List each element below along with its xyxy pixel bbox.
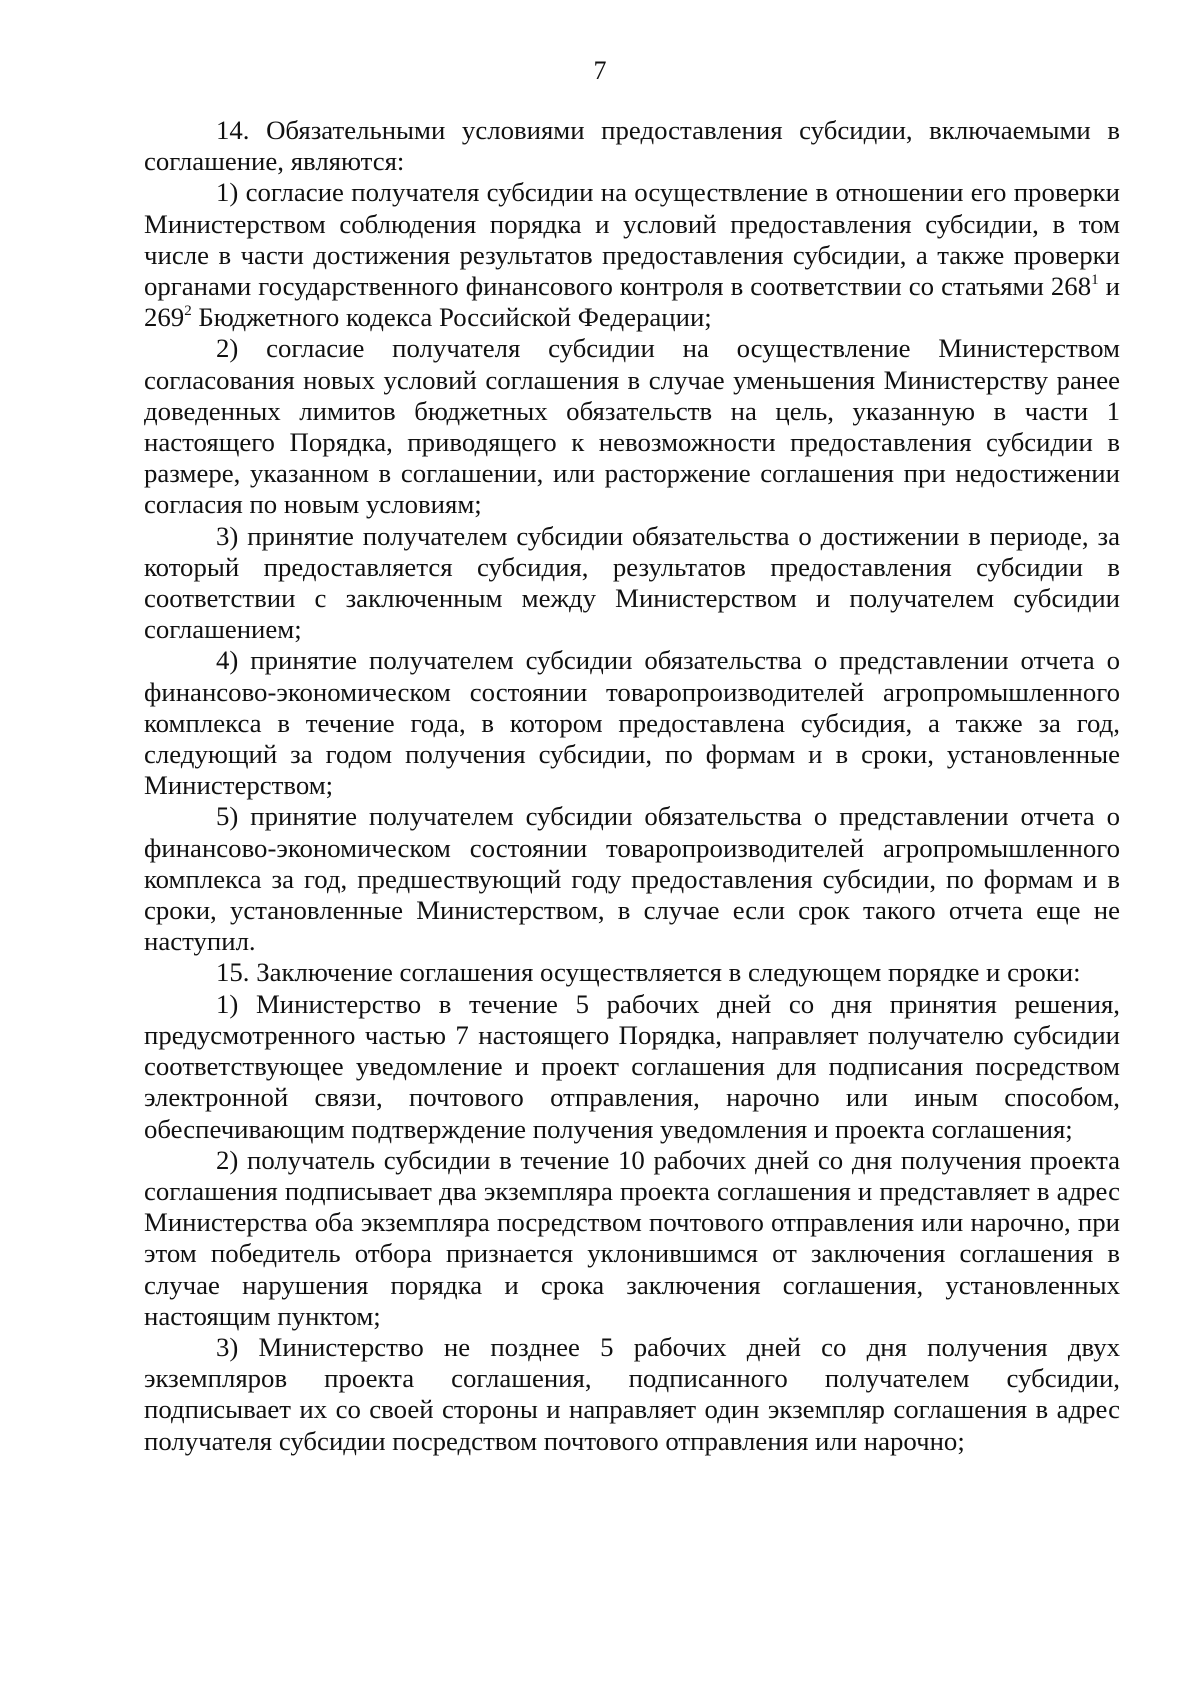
paragraph-14-item-1 xyxy=(144,177,1120,333)
paragraph-text: Бюджетного кодекса Российской Федерации; xyxy=(191,302,712,333)
paragraph-14-item-4: 4) принятие получателем субсидии обязательства о представлении отчета о финансово-экономическом состоянии товаропроизводителей агропромышленного комплекса в течение года, в котором предоставлена субсидия, а также за год, следующий за годом получения субсидии, по формам и в сроки, установленные Министерством; xyxy=(144,645,1120,801)
article-reference-268-1 xyxy=(1051,271,1099,301)
paragraph-14-item-2: 2) согласие получателя субсидии на осуществление Министерством согласования новых условий соглашения в случае уменьшения Министерству ранее доведенных лимитов бюджетных обязательств на цель, указанную в части 1 настоящего Порядка, приводящего к невозможности предоставления субсидии в размере, указанном в соглашении, или расторжение соглашения при недостижении согласия по новым условиям; xyxy=(144,333,1120,520)
paragraph-15-item-3: 3) Министерство не позднее 5 рабочих дней со дня получения двух экземпляров проекта соглашения, подписанного получателем субсидии, подписывает их со своей стороны и направляет один экземпляр соглашения в адрес получателя субсидии посредством почтового отправления или нарочно; xyxy=(144,1331,1120,1456)
article-superscript: 1 xyxy=(1091,272,1099,289)
article-superscript: 2 xyxy=(184,303,192,320)
paragraph-text: 1) согласие получателя субсидии на осуществление в отношении его проверки Министерством соблюдения порядка и условий предоставления субсидии, в том числе в части достижения результатов предоставления субсидии, а также проверки органами государственного финансового контроля в соответствии со статьями xyxy=(144,177,1120,302)
article-number: 269 xyxy=(144,302,185,333)
article-reference-269-2 xyxy=(144,302,192,332)
paragraph-text: и xyxy=(1098,271,1120,302)
document-body xyxy=(144,115,1120,1457)
paragraph-14-item-5: 5) принятие получателем субсидии обязательства о представлении отчета о финансово-экономическом состоянии товаропроизводителей агропромышленного комплекса за год, предшествующий году предоставления субсидии, по формам и в сроки, установленные Министерством, в случае если срок такого отчета еще не наступил. xyxy=(144,801,1120,957)
paragraph-14-item-3: 3) принятие получателем субсидии обязательства о достижении в периоде, за который предоставляется субсидия, результатов предоставления субсидии в соответствии с заключенным между Министерством и получателем субсидии соглашением; xyxy=(144,520,1120,645)
paragraph-15-item-2: 2) получатель субсидии в течение 10 рабочих дней со дня получения проекта соглашения подписывает два экземпляра проекта соглашения и представляет в адрес Министерства оба экземпляра посредством почтового отправления или нарочно, при этом победитель отбора признается уклонившимся от заключения соглашения в случае нарушения порядка и срока заключения соглашения, установленных настоящим пунктом; xyxy=(144,1144,1120,1331)
paragraph-15-intro: 15. Заключение соглашения осуществляется в следующем порядке и сроки: xyxy=(216,957,1081,988)
page-number: 7 xyxy=(593,56,607,85)
paragraph-14-intro: 14. Обязательными условиями предоставления субсидии, включаемыми в соглашение, являются: xyxy=(144,115,1120,177)
article-number: 268 xyxy=(1050,271,1092,302)
paragraph-15-item-1: 1) Министерство в течение 5 рабочих дней со дня принятия решения, предусмотренного частью 7 настоящего Порядка, направляет получателю субсидии соответствующее уведомление и проект соглашения для подписания посредством электронной связи, почтового отправления, нарочно или иным способом, обеспечивающим подтверждение получения уведомления и проекта соглашения; xyxy=(144,988,1120,1144)
